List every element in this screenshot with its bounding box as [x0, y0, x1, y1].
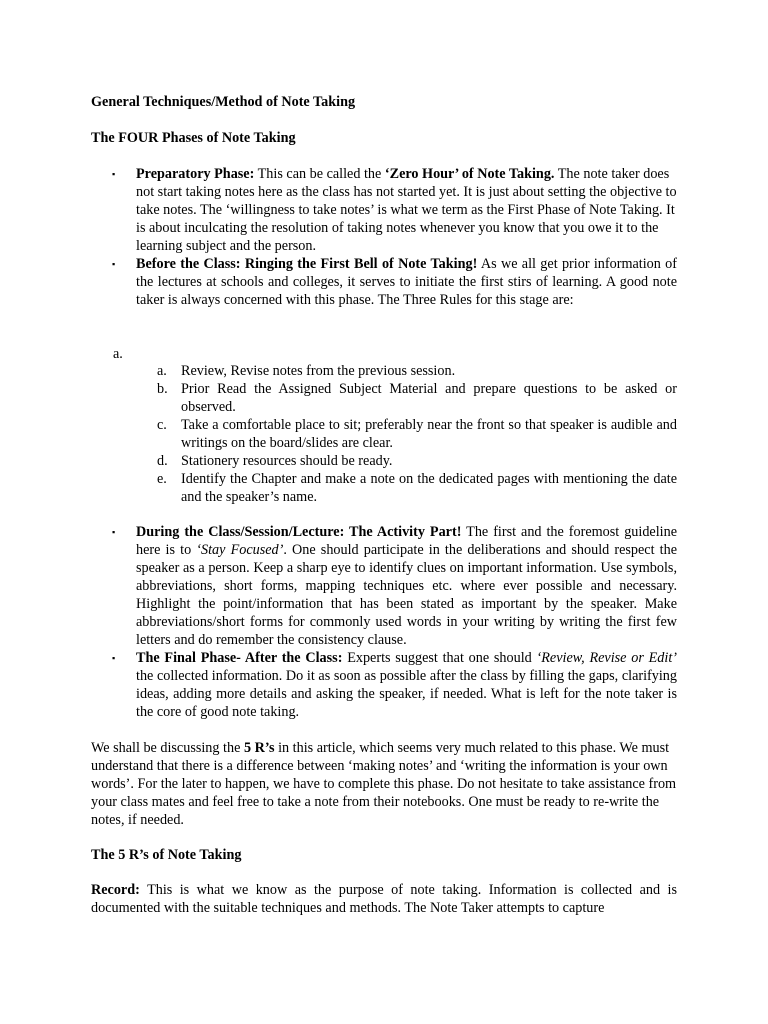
list-item-text: Prior Read the Assigned Subject Material and prepare questions to be asked or observed. [181, 381, 677, 415]
bullet-marker: ▪ [112, 169, 116, 179]
list-item-text: Take a comfortable place to sit; preferably near the front so that speaker is audible and writings on the board/slides are clear. [181, 417, 677, 451]
phase-lead: Before the Class: Ringing the First Bell of Note Taking! [136, 256, 478, 272]
list-item-label: e. [157, 471, 167, 487]
paragraph-5rs-intro [91, 739, 677, 829]
phase-italic: ‘Stay Focused’ [196, 542, 284, 558]
list-item-label: b. [157, 381, 168, 397]
phase-before-class [136, 255, 677, 309]
phase-text: Experts suggest that one should [342, 650, 537, 666]
phase-lead: During the Class/Session/Lecture: The Activity Part! [136, 524, 462, 540]
list-item [157, 380, 677, 416]
bullet-marker: ▪ [112, 527, 116, 537]
list-item [157, 470, 677, 506]
list-item [157, 416, 677, 452]
bullet-marker: ▪ [112, 653, 116, 663]
heading-5rs: The 5 R’s of Note Taking [91, 847, 242, 863]
phase-italic: ‘Review, Revise or Edit’ [536, 650, 677, 666]
list-item [157, 362, 677, 380]
list-item [157, 452, 677, 470]
paragraph-text: in this article, which seems very much related to this phase. We must understand that there is a difference between ‘making notes’ and ‘writing the information is your own words’. For the later to happen, we have to complete this phase. Do not hesitate to take assistance from your class mates and feel free to take a note from their notebooks. One must be ready to re-write the notes, if needed. [91, 740, 677, 828]
heading-four-phases: The FOUR Phases of Note Taking [91, 130, 296, 146]
title-general-techniques: General Techniques/Method of Note Taking [91, 94, 356, 110]
phase-text: This can be called the [254, 166, 385, 182]
list-item-text: Stationery resources should be ready. [181, 453, 393, 469]
list-item-text: Identify the Chapter and make a note on the dedicated pages with mentioning the date and the speaker’s name. [181, 471, 677, 505]
phase-lead: Preparatory Phase: [136, 166, 255, 182]
list-item-label: a. [157, 363, 167, 379]
phase-during-class [136, 523, 677, 649]
paragraph-text: We shall be discussing the [91, 740, 244, 756]
phase-lead: The Final Phase- After the Class: [136, 650, 343, 666]
rules-list [157, 362, 677, 506]
paragraph-bold: 5 R’s [243, 740, 275, 756]
phase-text: The first and the foremost guideline here is to [136, 524, 677, 558]
phase-final [136, 649, 677, 721]
phase-bold-quote: ‘Zero Hour’ of Note Taking. [384, 166, 555, 182]
list-item-text: Review, Revise notes from the previous session. [181, 363, 456, 379]
paragraph-record [91, 881, 677, 917]
bullet-marker: ▪ [112, 259, 116, 269]
record-text: This is what we know as the purpose of note taking. Information is collected and is documented with the suitable techniques and methods. The Note Taker attempts to capture [91, 882, 677, 916]
phase-text: . One should participate in the deliberations and should respect the speaker as a person. Keep a sharp eye to identify clues on important information. Use symbols, abbreviations, short forms, mapping techniques etc. where ever possible and necessary. Highlight the point/information that has been stated as important by the speaker. Make abbreviations/short forms for commonly used words in your writing by writing the first few letters and do remember the consistency clause. [136, 542, 677, 648]
list-item-label: c. [157, 417, 167, 433]
phase-text: As we all get prior information of the lectures at schools and colleges, it serves to initiate the first stirs of learning. A good note taker is always concerned with this phase. The Three Rules for this stage are: [136, 256, 677, 308]
list-marker: a. [113, 346, 123, 362]
list-item-label: d. [157, 453, 168, 469]
record-lead: Record: [91, 882, 140, 898]
phase-preparatory [136, 165, 677, 255]
phase-text: The note taker does not start taking notes here as the class has not started yet. It is just about setting the objective to take notes. The ‘willingness to take notes’ is what we term as the First Phase of Note Taking. It is about inculcating the resolution of taking notes whenever you know that you owe it to the learning subject and the person. [136, 166, 677, 254]
phase-text: the collected information. Do it as soon as possible after the class by filling the gaps, clarifying ideas, adding more details and asking the speaker, if needed. What is left for the note taker is the core of good note taking. [136, 668, 677, 720]
